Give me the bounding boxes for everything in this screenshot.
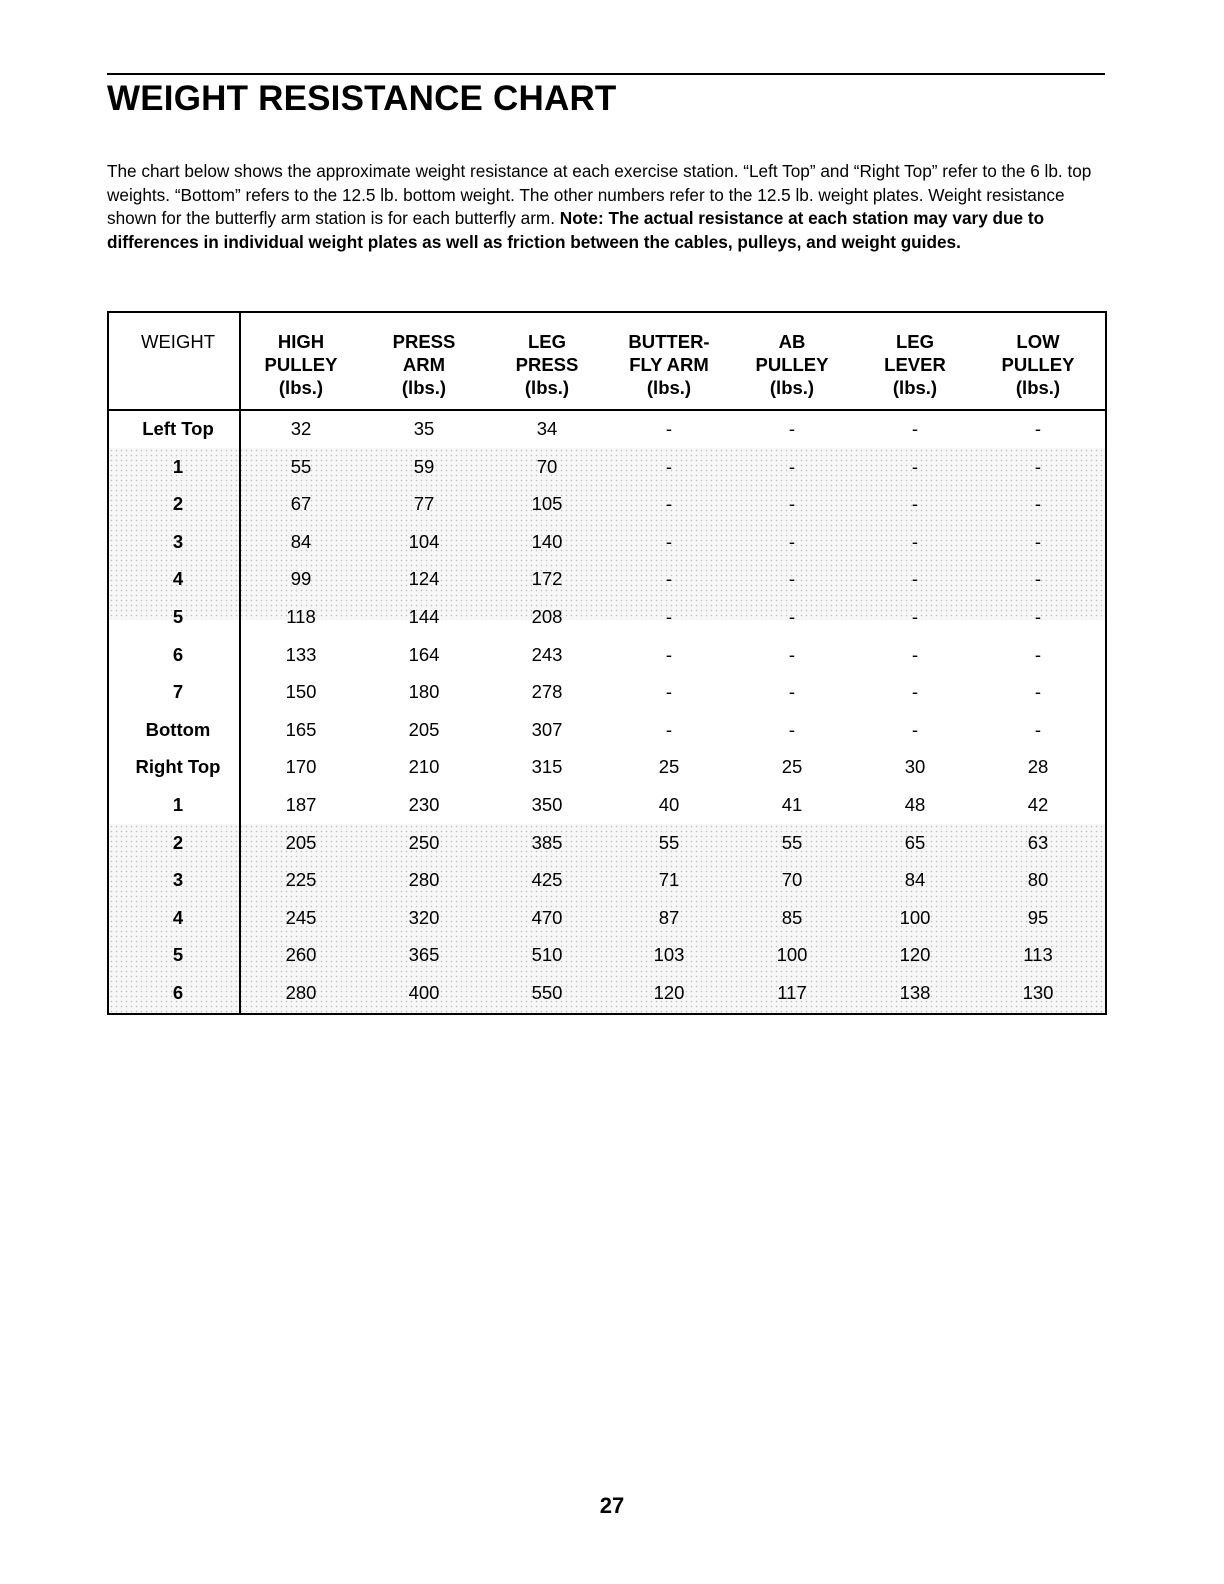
- resistance-value-cell: 250: [408, 831, 440, 853]
- resistance-value-cell: -: [665, 643, 673, 665]
- resistance-value-cell: 120: [899, 944, 931, 966]
- resistance-value-cell: 365: [408, 944, 440, 966]
- resistance-value-cell: 25: [658, 756, 680, 778]
- resistance-value-cell: 84: [904, 869, 926, 891]
- table-row: [109, 824, 1105, 862]
- row-weight-label: Bottom: [145, 718, 211, 740]
- resistance-value-cell: 120: [653, 982, 685, 1003]
- row-weight-label: 1: [172, 794, 184, 815]
- resistance-value-cell: 87: [658, 906, 680, 928]
- column-header-unit: (lbs.): [278, 377, 324, 398]
- title-rule: [107, 73, 1105, 75]
- column-header-unit: (lbs.): [524, 377, 570, 398]
- column-header-leg-press: [516, 330, 579, 399]
- row-weight-label: 7: [172, 681, 184, 703]
- resistance-value-cell: 34: [536, 418, 558, 439]
- resistance-value-cell: 180: [408, 681, 440, 703]
- resistance-value-cell: -: [1034, 568, 1042, 590]
- resistance-value-cell: 165: [285, 718, 317, 740]
- resistance-value-cell: 138: [899, 982, 931, 1003]
- resistance-value-cell: 42: [1027, 794, 1049, 815]
- resistance-value-cell: 164: [408, 643, 440, 665]
- table-row: [109, 636, 1105, 674]
- column-header-line: PULLEY: [264, 354, 338, 375]
- resistance-value-cell: 133: [285, 643, 317, 665]
- resistance-value-cell: 208: [531, 606, 563, 627]
- resistance-value-cell: 30: [904, 756, 926, 778]
- resistance-value-cell: 113: [1023, 944, 1053, 966]
- resistance-value-cell: -: [788, 606, 796, 627]
- row-weight-label: 4: [172, 568, 184, 590]
- row-weight-label: 2: [172, 493, 184, 515]
- resistance-value-cell: -: [1034, 681, 1042, 703]
- resistance-value-cell: 63: [1027, 831, 1049, 853]
- column-header-unit: (lbs.): [769, 377, 815, 398]
- resistance-value-cell: -: [665, 418, 673, 439]
- resistance-value-cell: 105: [531, 493, 563, 515]
- page-title: WEIGHT RESISTANCE CHART: [107, 79, 617, 118]
- column-header-line: ARM: [402, 354, 446, 375]
- resistance-value-cell: 77: [413, 493, 435, 515]
- resistance-value-cell: -: [911, 493, 919, 515]
- resistance-value-cell: 85: [781, 906, 803, 928]
- resistance-value-cell: 32: [290, 418, 312, 439]
- resistance-value-cell: 172: [531, 568, 563, 590]
- resistance-value-cell: -: [665, 493, 673, 515]
- resistance-value-cell: 124: [408, 568, 440, 590]
- resistance-value-cell: -: [788, 493, 796, 515]
- resistance-value-cell: 187: [285, 794, 317, 815]
- table-row: [109, 861, 1105, 899]
- resistance-value-cell: -: [911, 418, 919, 439]
- column-header-unit: (lbs.): [1015, 377, 1061, 398]
- resistance-value-cell: -: [911, 530, 919, 552]
- resistance-value-cell: -: [665, 718, 673, 740]
- row-weight-label: 2: [172, 831, 184, 853]
- resistance-value-cell: -: [665, 606, 673, 627]
- resistance-value-cell: 130: [1022, 982, 1054, 1003]
- resistance-value-cell: 315: [531, 756, 563, 778]
- resistance-value-cell: 41: [781, 794, 803, 815]
- resistance-value-cell: 470: [531, 906, 563, 928]
- table-row: [109, 974, 1105, 1012]
- resistance-value-cell: 280: [285, 982, 317, 1003]
- resistance-value-cell: -: [788, 530, 796, 552]
- table-header-row: [109, 313, 1105, 409]
- column-header-line: PRESS: [392, 331, 456, 352]
- column-header-unit: (lbs.): [892, 377, 938, 398]
- resistance-value-cell: 350: [531, 794, 563, 815]
- row-weight-label: 6: [172, 982, 184, 1003]
- column-header-unit: (lbs.): [646, 377, 692, 398]
- resistance-value-cell: -: [911, 718, 919, 740]
- resistance-value-cell: -: [788, 643, 796, 665]
- table-row: [109, 899, 1105, 937]
- intro-text: The chart below shows the approximate weight resistance at each exercise station. “Left Top” and “Right Top” refer to the 6 lb. top weights. “Bottom” refers to the 12.5 lb. bottom weight. The other numbers refer to the 12.5 lb. weight plates. Weight resistance shown for the butterfly arm station is for each butterfly arm.: [107, 161, 1092, 228]
- resistance-value-cell: 510: [531, 944, 563, 966]
- resistance-value-cell: -: [665, 681, 673, 703]
- resistance-value-cell: 99: [290, 568, 312, 590]
- resistance-value-cell: 210: [408, 756, 440, 778]
- column-header-high-pulley: [265, 330, 338, 399]
- resistance-value-cell: 55: [290, 455, 312, 477]
- column-header-line: LOW: [1016, 331, 1060, 352]
- resistance-value-cell: -: [665, 530, 673, 552]
- row-weight-label: 1: [172, 455, 184, 477]
- resistance-value-cell: -: [1034, 455, 1042, 477]
- weight-header-label: WEIGHT: [141, 331, 215, 352]
- resistance-value-cell: -: [911, 643, 919, 665]
- resistance-value-cell: 144: [408, 606, 440, 627]
- resistance-value-cell: 103: [653, 944, 685, 966]
- table-row: [109, 598, 1105, 636]
- weight-column-header: [141, 330, 215, 353]
- column-header-ab-pulley: [756, 330, 829, 399]
- resistance-value-cell: -: [1034, 718, 1042, 740]
- row-weight-label: 4: [172, 906, 184, 928]
- resistance-value-cell: 59: [413, 455, 435, 477]
- column-header-line: FLY ARM: [629, 354, 709, 375]
- resistance-value-cell: 140: [531, 530, 563, 552]
- resistance-value-cell: 100: [776, 944, 808, 966]
- resistance-value-cell: 67: [290, 493, 312, 515]
- resistance-value-cell: -: [911, 568, 919, 590]
- resistance-value-cell: 25: [781, 756, 803, 778]
- resistance-value-cell: -: [911, 455, 919, 477]
- resistance-value-cell: 320: [408, 906, 440, 928]
- resistance-value-cell: -: [1034, 643, 1042, 665]
- table-row: [109, 560, 1105, 598]
- row-weight-label: 3: [172, 869, 184, 891]
- column-header-low-pulley: [1002, 330, 1075, 399]
- column-header-line: HIGH: [277, 331, 325, 352]
- resistance-value-cell: 260: [285, 944, 317, 966]
- column-header-line: AB: [778, 331, 806, 352]
- resistance-value-cell: 71: [658, 869, 680, 891]
- column-header-press-arm: [393, 330, 456, 399]
- row-weight-label: Right Top: [135, 756, 221, 778]
- table-row: [109, 936, 1105, 974]
- column-header-butterfly-arm: [628, 330, 709, 399]
- resistance-value-cell: -: [788, 681, 796, 703]
- resistance-value-cell: -: [788, 718, 796, 740]
- table-row: [109, 523, 1105, 561]
- row-weight-label: 3: [172, 530, 184, 552]
- resistance-value-cell: 225: [285, 869, 317, 891]
- resistance-value-cell: 170: [285, 756, 317, 778]
- resistance-value-cell: 385: [531, 831, 563, 853]
- resistance-value-cell: 205: [408, 718, 440, 740]
- table-row: [109, 485, 1105, 523]
- table-row: [109, 673, 1105, 711]
- resistance-value-cell: -: [1034, 530, 1042, 552]
- column-header-line: LEVER: [884, 354, 946, 375]
- resistance-value-cell: 48: [904, 794, 926, 815]
- resistance-value-cell: 425: [531, 869, 563, 891]
- resistance-value-cell: 55: [781, 831, 803, 853]
- column-header-line: BUTTER-: [628, 331, 710, 352]
- resistance-value-cell: 70: [536, 455, 558, 477]
- resistance-value-cell: 95: [1027, 906, 1049, 928]
- resistance-value-cell: 307: [531, 718, 563, 740]
- resistance-value-cell: 65: [904, 831, 926, 853]
- resistance-value-cell: -: [911, 606, 919, 627]
- intro-paragraph: [107, 160, 1107, 254]
- resistance-value-cell: 28: [1027, 756, 1049, 778]
- resistance-value-cell: 118: [286, 606, 316, 627]
- table-row: [109, 410, 1105, 448]
- intro-note: Note: The actual resistance at each station may vary due to differences in individual weight plates as well as friction between the cables, pulleys, and weight guides.: [107, 208, 1045, 252]
- table-row: [109, 786, 1105, 824]
- resistance-value-cell: -: [1034, 493, 1042, 515]
- table-row: [109, 748, 1105, 786]
- row-weight-label: Left Top: [142, 418, 214, 439]
- resistance-value-cell: 100: [899, 906, 931, 928]
- resistance-value-cell: 55: [658, 831, 680, 853]
- resistance-value-cell: 117: [777, 982, 807, 1003]
- resistance-value-cell: -: [1034, 418, 1042, 439]
- column-header-line: LEG: [895, 331, 935, 352]
- resistance-value-cell: -: [665, 455, 673, 477]
- resistance-value-cell: -: [665, 568, 673, 590]
- resistance-value-cell: -: [1034, 606, 1042, 627]
- resistance-value-cell: 245: [285, 906, 317, 928]
- weight-resistance-table: [107, 311, 1107, 1015]
- resistance-value-cell: -: [788, 418, 796, 439]
- column-header-line: PULLEY: [755, 354, 829, 375]
- table-row: [109, 711, 1105, 749]
- table-row: [109, 448, 1105, 486]
- resistance-value-cell: 40: [658, 794, 680, 815]
- column-header-unit: (lbs.): [401, 377, 447, 398]
- resistance-value-cell: 280: [408, 869, 440, 891]
- row-weight-label: 5: [172, 606, 184, 627]
- resistance-value-cell: 80: [1027, 869, 1049, 891]
- resistance-value-cell: 84: [290, 530, 312, 552]
- column-header-line: LEG: [527, 331, 567, 352]
- resistance-value-cell: 400: [408, 982, 440, 1003]
- resistance-value-cell: 205: [285, 831, 317, 853]
- resistance-value-cell: 35: [413, 418, 435, 439]
- resistance-value-cell: 104: [408, 530, 440, 552]
- resistance-value-cell: 70: [781, 869, 803, 891]
- column-header-line: PULLEY: [1001, 354, 1075, 375]
- row-weight-label: 5: [172, 944, 184, 966]
- row-weight-label: 6: [172, 643, 184, 665]
- column-header-leg-lever: [884, 330, 946, 399]
- resistance-value-cell: 230: [408, 794, 440, 815]
- resistance-value-cell: 243: [531, 643, 563, 665]
- resistance-value-cell: 278: [531, 681, 563, 703]
- resistance-value-cell: -: [788, 568, 796, 590]
- resistance-value-cell: 550: [531, 982, 563, 1003]
- resistance-value-cell: -: [788, 455, 796, 477]
- resistance-value-cell: -: [911, 681, 919, 703]
- resistance-value-cell: 150: [285, 681, 317, 703]
- page-number: 27: [599, 1493, 625, 1518]
- column-header-line: PRESS: [515, 354, 579, 375]
